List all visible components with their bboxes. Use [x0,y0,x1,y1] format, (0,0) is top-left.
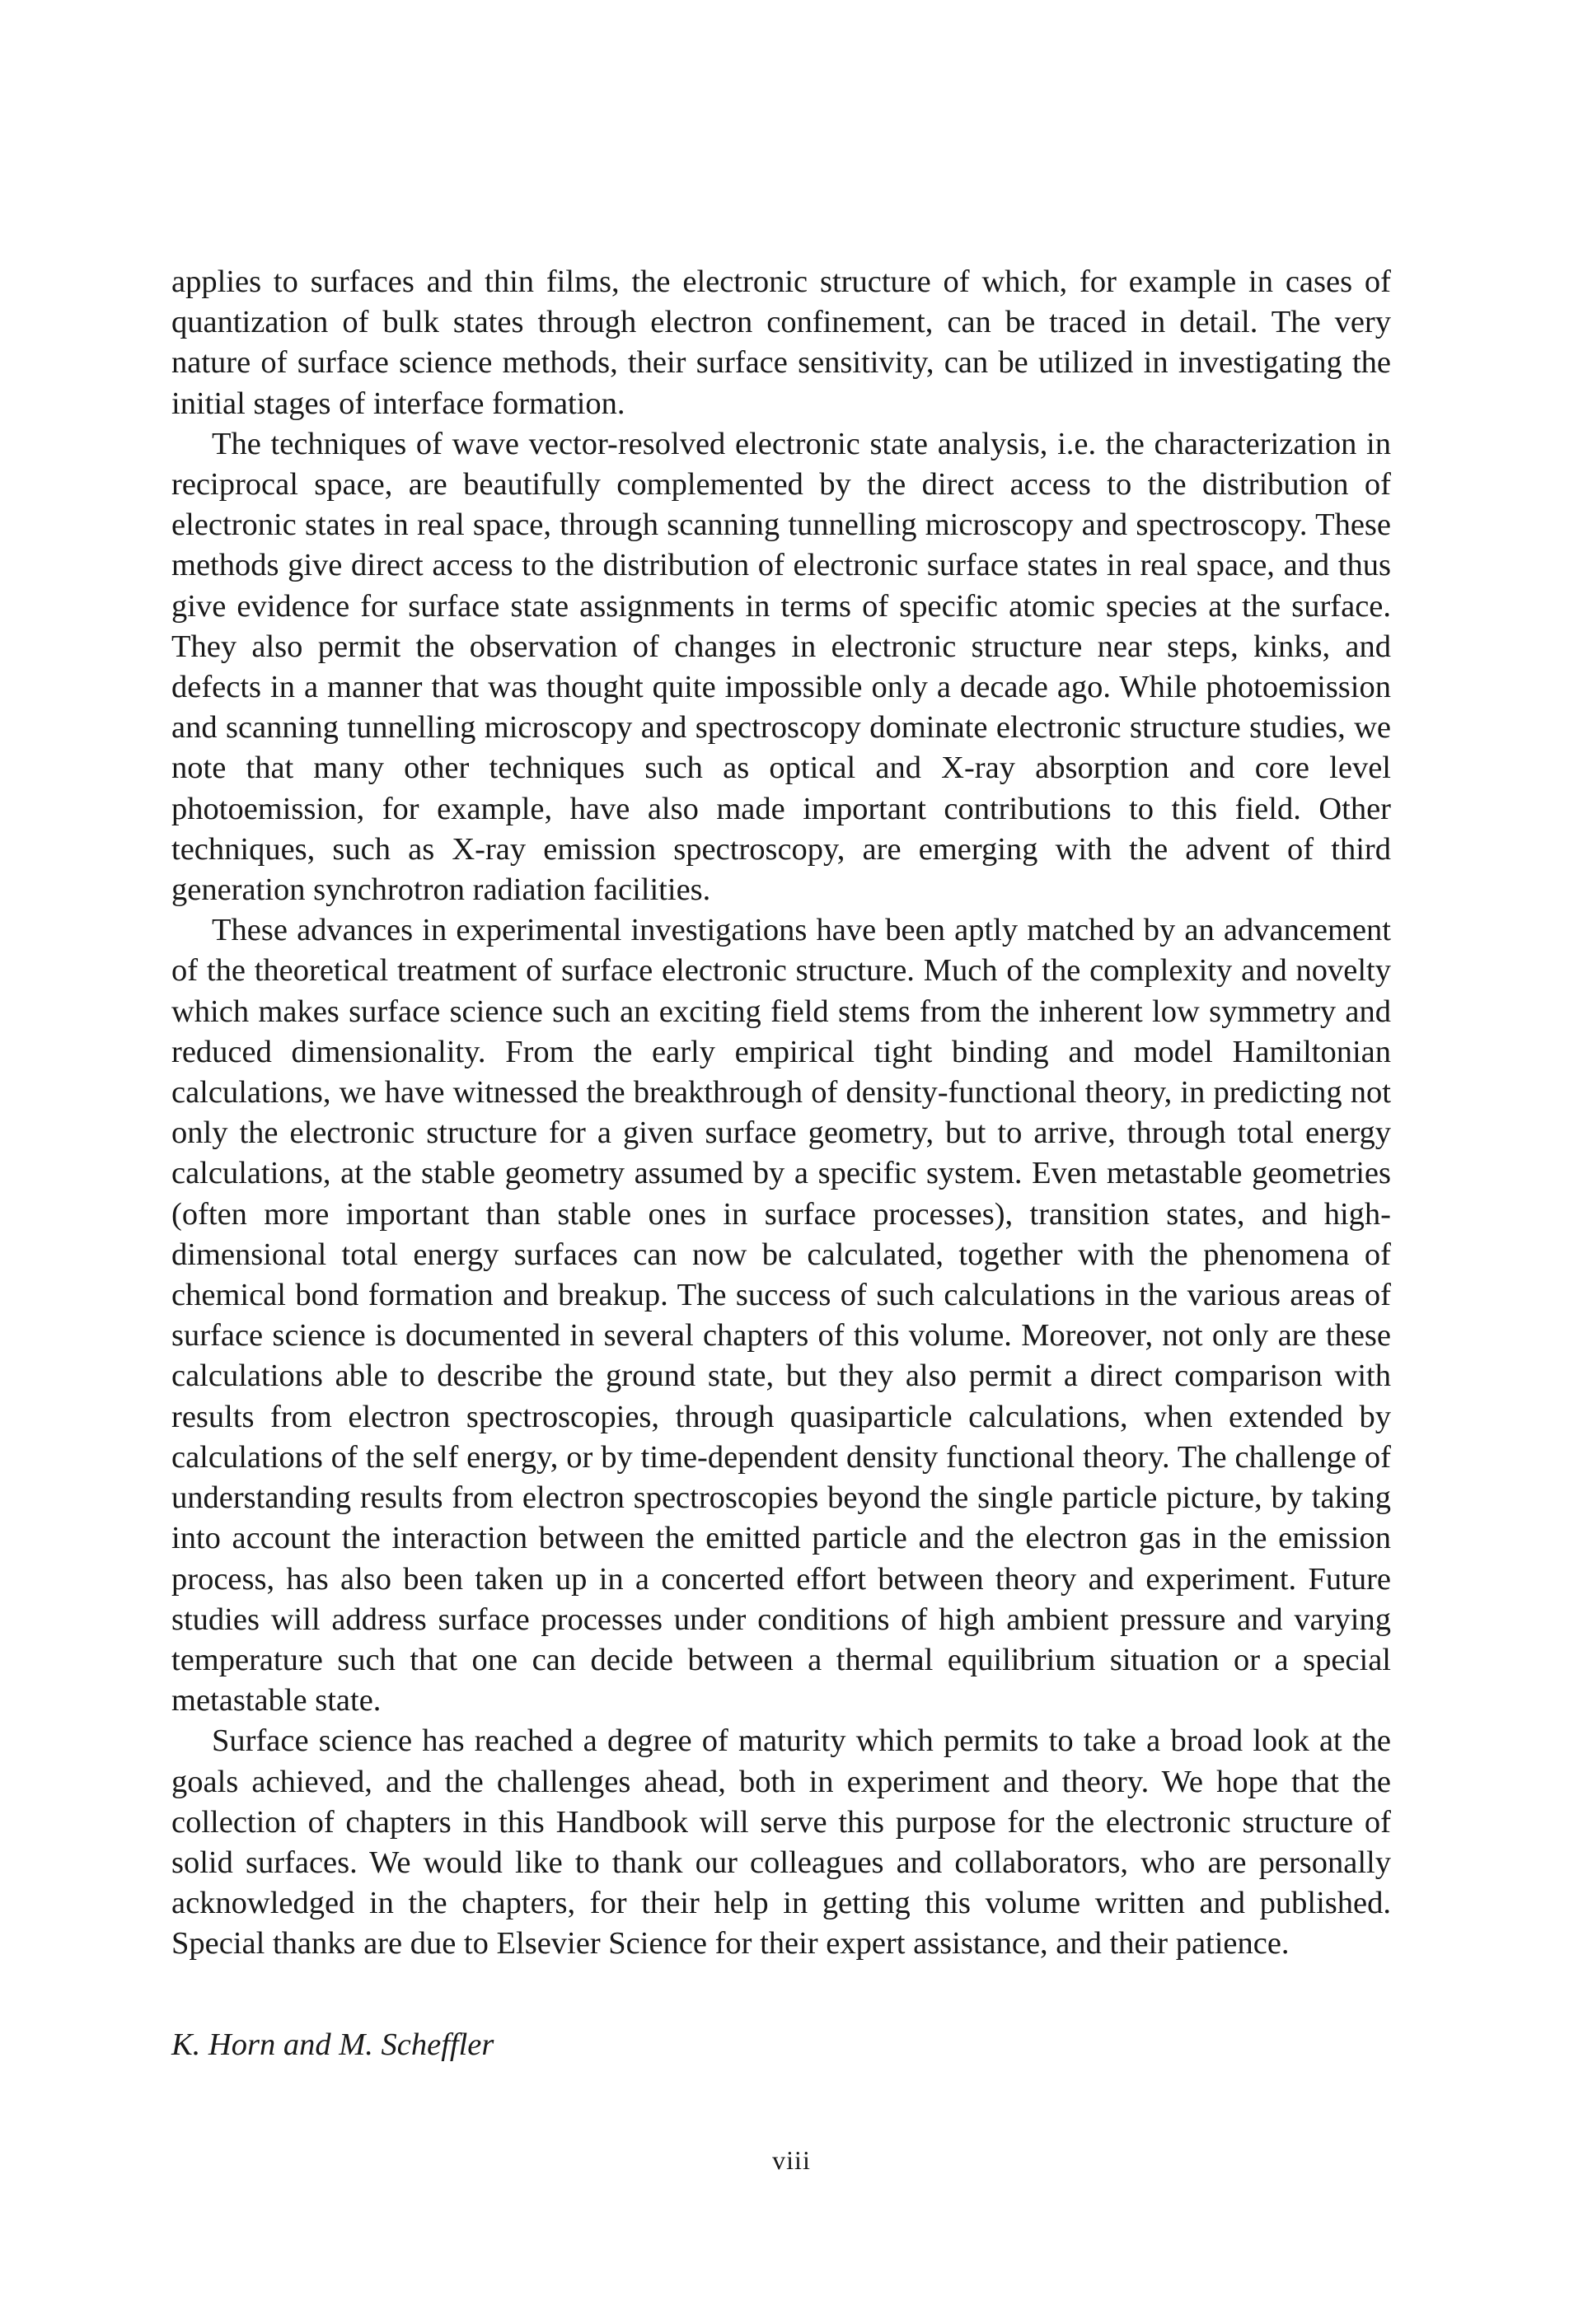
paragraph-theory: These advances in experimental investigations have been aptly matched by an advancement of the theoretical treatment of surface electronic structure. Much of the complexity and novelty which makes surface science such an exciting field stems from the inherent low symmetry and reduced dimensionality. From the early empirical tight binding and model Hamiltonian calculations, we have witnessed the breakthrough of density-functional theory, in predicting not only the electronic structure for a given surface geometry, but to arrive, through total energy calculations, at the stable geometry assumed by a specific system. Even metastable geometries (often more important than stable ones in surface processes), transition states, and high-dimensional total energy surfaces can now be calculated, together with the phenomena of chemical bond formation and breakup. The success of such calculations in the various areas of surface science is documented in several chapters of this volume. Moreover, not only are these calculations able to describe the ground state, but they also permit a direct comparison with results from electron spectroscopies, through quasiparticle calculations, when extended by calculations of the self energy, or by time-dependent density functional theory. The challenge of understanding results from electron spectroscopies beyond the single particle picture, by taking into account the interaction between the emitted particle and the electron gas in the emission process, has also been taken up in a concerted effort between theory and experiment. Future studies will address surface processes under conditions of high ambient pressure and varying temperature such that one can decide between a thermal equilibrium situation or a special metastable state. [171,913,1391,1718]
author-signature: K. Horn and M. Scheffler [171,2027,494,2062]
paragraph-acknowledgements: Surface science has reached a degree of maturity which permits to take a broad look at the goals achieved, and the challenges ahead, both in experiment and theory. We hope that the collection of chapters in this Handbook will serve this purpose for the electronic structure of solid surfaces. We would like to thank our colleagues and collaborators, who are personally acknowledged in the chapters, for their help in getting this volume written and published. Special thanks are due to Elsevier Science for their expert assistance, and their patience. [171,1723,1391,1962]
paragraph-techniques: The techniques of wave vector-resolved electronic state analysis, i.e. the characterization in reciprocal space, are beautifully complemented by the direct access to the distribution of electronic states in real space, through scanning tunnelling microscopy and spectroscopy. These methods give direct access to the distribution of electronic surface states in real space, and thus give evidence for surface state assignments in terms of specific atomic species at the surface. They also permit the observation of changes in electronic structure near steps, kinks, and defects in a manner that was thought quite impossible only a decade ago. While photoemission and scanning tunnelling microscopy and spectroscopy dominate electronic structure studies, we note that many other techniques such as optical and X-ray absorption and core level photoemission, for example, have also made important contributions to this field. Other techniques, such as X-ray emission spectroscopy, are emerging with the advent of third generation synchrotron radiation facilities. [171,426,1391,908]
page-number: viii [772,2145,811,2175]
text-body [171,262,1391,2065]
paragraph-continuation: applies to surfaces and thin films, the electronic structure of which, for example in cases of quantization of bulk states through electron confinement, can be traced in detail. The very nature of surface science methods, their surface sensitivity, can be utilized in investigating the initial stages of interface formation. [171,264,1391,421]
